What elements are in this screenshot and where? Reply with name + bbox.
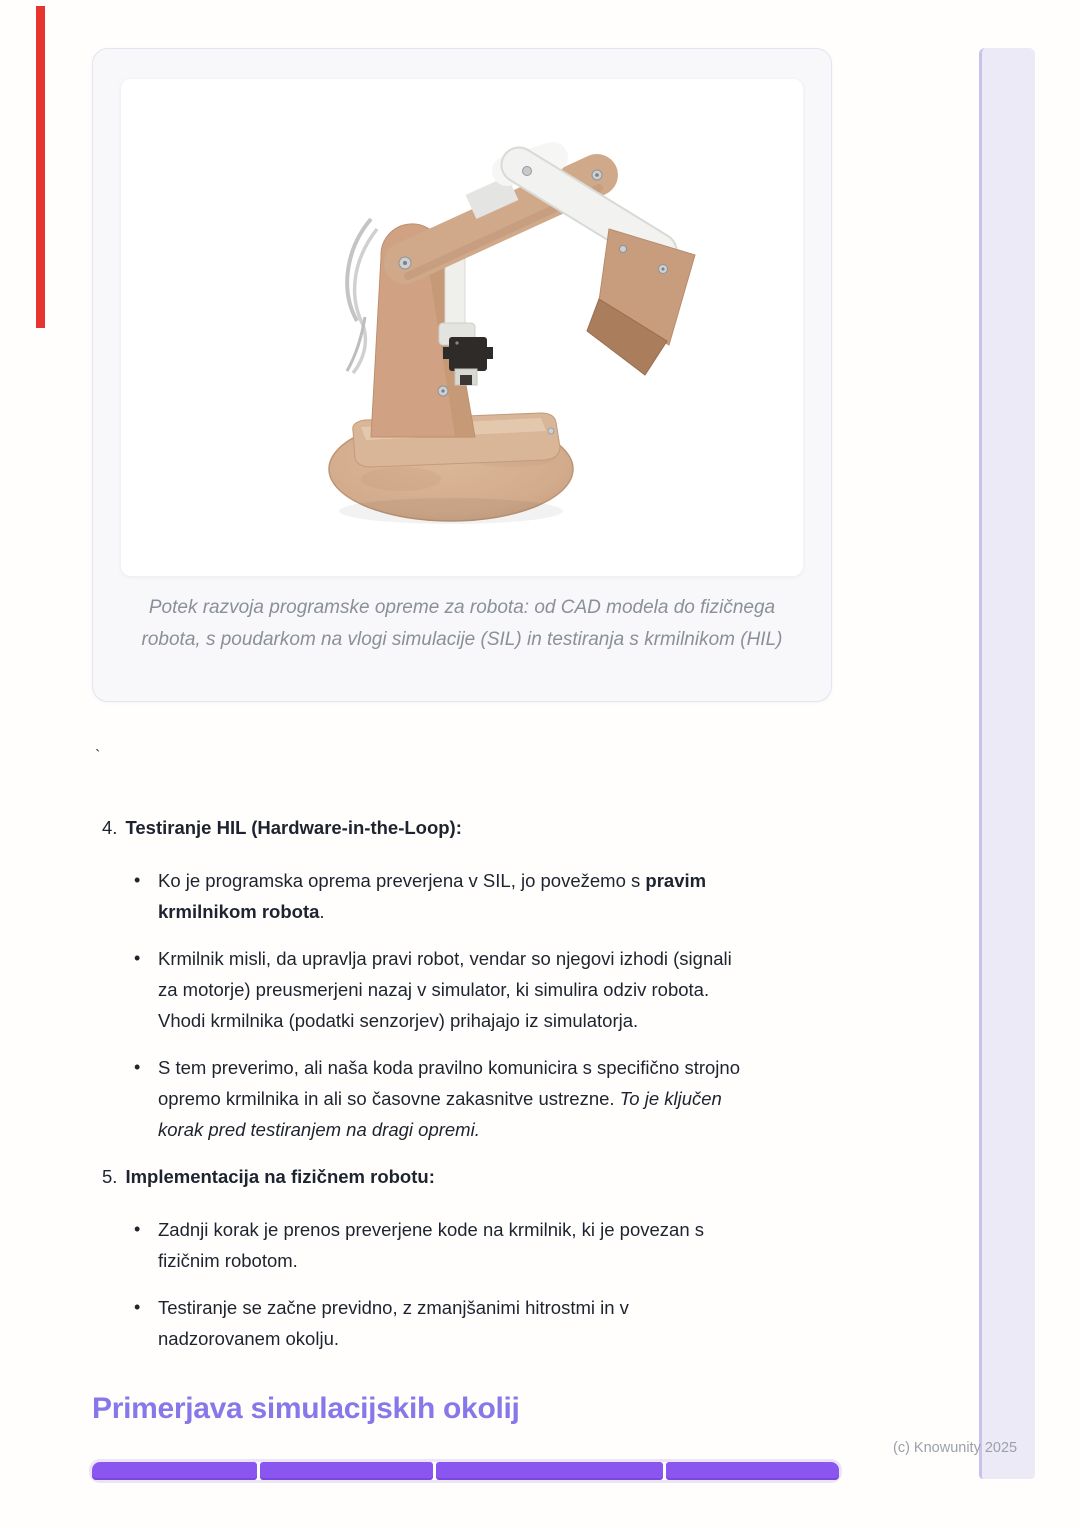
- comparison-table-header: [92, 1462, 839, 1480]
- stray-backtick: `: [95, 748, 101, 765]
- bullet-item: [102, 1292, 822, 1354]
- right-scrollbar[interactable]: [979, 48, 1035, 1479]
- bullet-text: S tem preverimo, ali naša koda pravilno komunicira s specifično strojno opremo krmilnika in ali so časovne zakasnitve ustrezne. To je ključen korak pred testiranjem na dragi opremi.: [158, 1057, 740, 1140]
- bullet-dot: •: [134, 1297, 141, 1317]
- bullet-item: [102, 865, 822, 927]
- bullet-dot: •: [134, 1057, 141, 1077]
- section-number: 4.: [102, 817, 118, 838]
- numbered-section: [102, 812, 822, 1145]
- table-header-cell: [436, 1462, 663, 1480]
- bullet-text: Ko je programska oprema preverjena v SIL, jo povežemo s pravim krmilnikom robota.: [158, 870, 707, 922]
- section-number: 5.: [102, 1166, 118, 1187]
- content-sections: [102, 812, 822, 1370]
- bullet-text: Zadnji korak je prenos preverjene kode na krmilnik, ki je povezan s fizičnim robotom.: [158, 1219, 705, 1271]
- bullet-item: [102, 943, 822, 1036]
- numbered-section: [102, 1161, 822, 1354]
- bullet-dot: •: [134, 870, 141, 890]
- bullet-item: [102, 1214, 822, 1276]
- page-heading: Primerjava simulacijskih okolij: [92, 1392, 520, 1425]
- bullet-text: Testiranje se začne previdno, z zmanjšanimi hitrostmi in v nadzorovanem okolju.: [158, 1297, 629, 1349]
- section-title: [102, 812, 822, 843]
- figure-caption-line: robota, s poudarkom na vlogi simulacije (SIL) in testiranja s krmilnikom (HIL): [141, 629, 783, 650]
- figure-card: [92, 48, 832, 702]
- section-heading-text: Implementacija na fizičnem robotu:: [125, 1166, 435, 1187]
- bullet-text: Krmilnik misli, da upravlja pravi robot, vendar so njegovi izhodi (signali za motorje) preusmerjeni nazaj v simulator, ki simulira odziv robota. Vhodi krmilnika (podatki senzorjev) prihajajo iz simulatorja.: [158, 948, 732, 1031]
- figure-caption: [93, 592, 831, 656]
- table-header-cell: [666, 1462, 839, 1480]
- red-marker-bar: [36, 6, 45, 328]
- watermark: (c) Knowunity 2025: [893, 1440, 1018, 1456]
- table-header-cell: [260, 1462, 433, 1480]
- section-title: [102, 1161, 822, 1192]
- bullet-dot: •: [134, 1219, 141, 1239]
- section-heading-text: Testiranje HIL (Hardware-in-the-Loop):: [125, 817, 462, 838]
- figure-image-panel: [121, 79, 803, 576]
- figure-caption-line: Potek razvoja programske opreme za robota: od CAD modela do fizičnega: [148, 597, 776, 618]
- bullet-dot: •: [134, 948, 141, 968]
- bullet-item: [102, 1052, 822, 1145]
- robot-arm-photo: [121, 79, 803, 576]
- table-header-cell: [92, 1462, 257, 1480]
